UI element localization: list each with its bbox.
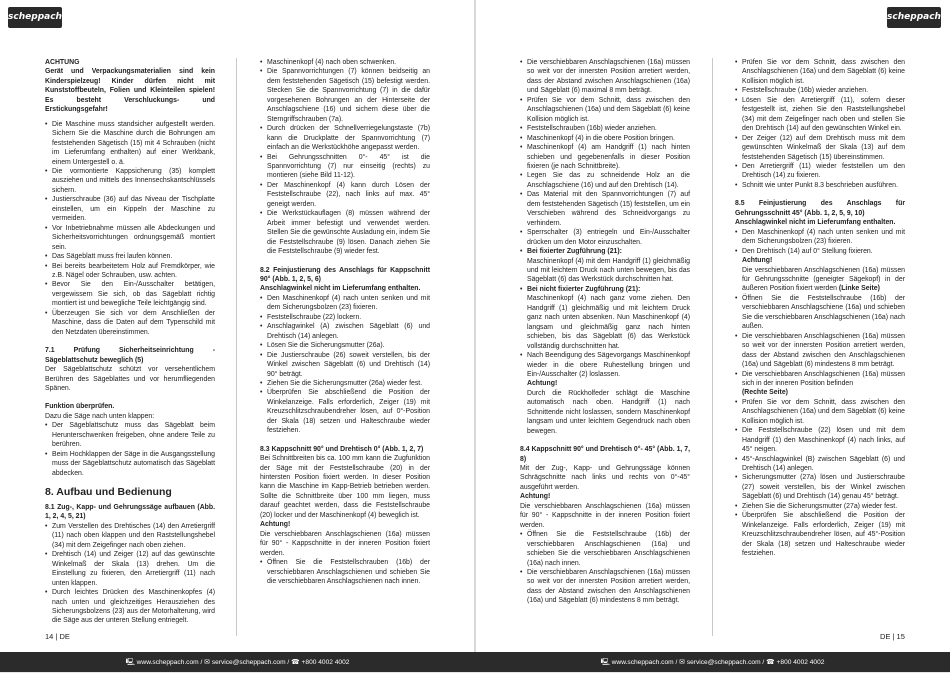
website-link[interactable]: www.scheppach.com	[136, 659, 199, 666]
list-item: • Schnitt wie unter Punkt 8.3 beschrieben ausführen.	[735, 181, 905, 190]
col4-achtung: Achtung!	[742, 257, 773, 265]
section-7-1-text: Der Sägeblattschutz schützt vor versehentlichem Berühren des Sägeblattes und vor herumfliegenden Spänen.	[45, 366, 215, 392]
list-item: • Ziehen Sie die Sicherungsmutter (27a) wieder fest.	[735, 502, 905, 511]
section-8-3-achtung-text: Die verschiebbaren Anschlagschienen (16a) müssen für 90° - Kappschnitte in der inneren Position fixiert werden.	[260, 530, 430, 557]
section-8-5-heading: 8.5 Feinjustierung des Anschlags für Gehrungsschnitt 45° (Abb. 1, 2, 5, 9, 10)	[735, 200, 905, 217]
list-item: • Überzeugen Sie sich vor dem Anschließen der Maschine, dass die Daten auf dem Typenschild mit den Netzdaten übereinstimmen.	[45, 309, 215, 337]
footer-sep: /	[198, 659, 205, 666]
bullet-list-adjust-45c	[735, 398, 905, 559]
col3-achtung: Achtung!	[527, 380, 558, 388]
col4-achtung-body: Die verschiebbaren Anschlagschienen (16a) müssen für Gehrungsschnitte (geneigter Sägekopf) in der äußeren Position fixiert werden	[742, 266, 905, 293]
section-8-4-achtung-text: Die verschiebbaren Anschlagschienen (16a) müssen für 90° - Kappschnitte in der inneren Position fixiert werden.	[520, 502, 690, 529]
section-7-1-heading: 7.1 Prüfung Sicherheitseinrichtung - Sägeblattschutz beweglich (5)	[45, 347, 215, 364]
column-3	[520, 58, 690, 606]
phone-icon: ☎	[766, 658, 775, 666]
list-item: • Die verschiebbaren Anschlagschienen (16a) müssen so weit vor der innersten Position arretiert werden, dass der Abstand zwischen Anschlagschienen (16a) und Sägeblatt (6) maximal 8 mm beträgt.	[520, 58, 690, 96]
list-item: • Beim Hochklappen der Säge in die Ausgangsstellung muss der Sägeblattschutz automatisch das Sägeblatt abdecken.	[45, 450, 215, 478]
list-item: • Die Justierschraube (26) soweit verstellen, bis der Winkel zwischen Sägeblatt (6) und Drehtisch (14) 90° beträgt.	[260, 351, 430, 379]
footer-sep: /	[673, 659, 680, 666]
bullet-list-mitre	[735, 58, 905, 190]
list-item: • Die verschiebbaren Anschlagschienen (16a) müssen sich in der inneren Position befinden	[735, 370, 905, 389]
list-item-after	[520, 351, 690, 379]
email-link[interactable]: service@scheppach.com	[686, 659, 761, 666]
list-item: • Den Arretiergriff (11) wieder feststellen um den Drehtisch (14) zu fixieren.	[735, 162, 905, 181]
envelope-icon: ✉	[204, 658, 210, 666]
bullet-list-rails-84	[520, 530, 690, 606]
bullet-list-assembly-cont	[260, 58, 430, 257]
list-item: • Die Spannvorrichtungen (7) können beidseitig an dem feststehenden Sägetisch (15) befestigt werden. Stecken Sie die Spannvorrichtung (7) in die dafür vorgesehenen Bohrungen an der Hinterseite der Anschlagschiene (16) und sichern diese über die Sterngriffschrauben (7a).	[260, 67, 430, 124]
list-item: • Durch drücken der Schnellverriegelungstaste (7b) kann die Druckplatte der Spannvorrichtung (7) einfach an die Werkstückhöhe angepasst werden.	[260, 124, 430, 152]
not-fixed-text: Maschinenkopf (4) nach ganz vorne ziehen. Den Handgriff (1) gleichmäßig und mit leichtem Druck ganz nach unten absenken. Nun Maschinenkopf (4) langsam und gleichmäßig ganz nach hinten schieben, bis das Sägeblatt (6) das Werkstück vollständig durchschnitten hat.	[527, 295, 690, 350]
col3-achtung-text: Durch die Rückholfeder schlägt die Maschine automatisch nach oben. Handgriff (1) nach Schnittende nicht loslassen, sondern Maschinenkopf langsam und unter leichtem Gegendruck nach oben bewegen.	[527, 389, 690, 435]
bullet-list-cut-steps	[520, 58, 690, 247]
bullet-list-rails	[260, 558, 430, 586]
list-item: • Feststellschraube (22) lockern.	[260, 313, 430, 322]
list-item: • Der Sägeblattschutz muss das Sägeblatt beim Herunterschwenken freigeben, ohne andere Teile zu berühren.	[45, 421, 215, 449]
list-item: • Maschinenkopf (4) am Handgriff (1) nach hinten schieben und gegebenenfalls in dieser Position fixieren (je nach Schnittbreite).	[520, 143, 690, 171]
brand-logo-left: scheppach	[8, 7, 62, 28]
list-item: • Die Maschine muss standsicher aufgestellt werden. Sichern Sie die Maschine durch die Bohrungen am feststehenden Sägetisch (15) mit 4 Schrauben (nicht im Lieferumfang enthalten) auf einer Werkbank, einem Untergestell o. ä.	[45, 120, 215, 167]
list-item: • Prüfen Sie vor dem Schnitt, dass zwischen den Anschlagschienen (16a) und dem Sägeblatt (6) keine Kollision möglich ist.	[735, 398, 905, 426]
list-item: • Zum Verstellen des Drehtisches (14) den Arretiergriff (11) nach oben klappen und den Raststellungshebel (34) mit dem Zeigefinger nach oben ziehen.	[45, 522, 215, 550]
website-link[interactable]: www.scheppach.com	[611, 659, 674, 666]
section-8-5-note: Anschlagwinkel nicht im Lieferumfang enthalten.	[735, 219, 896, 227]
col4-left-side: (Linke Seite)	[837, 285, 880, 293]
list-item: • Den Drehtisch (14) auf 0° Stellung fixieren.	[735, 247, 905, 256]
section-8-4-achtung: Achtung!	[520, 493, 551, 501]
column-divider	[236, 58, 237, 636]
col4-right-side: (Rechte Seite)	[742, 389, 788, 397]
page-number-left: 14 | DE	[45, 632, 70, 641]
list-item: • Sicherungsmutter (27a) lösen und Justierschraube (27) soweit verstellen, bis der Winkel zwischen Sägeblatt (6) und Drehtisch (14) genau 45° beträgt.	[735, 473, 905, 501]
list-item: • Bevor Sie den Ein-/Ausschalter betätigen, vergewissern Sie sich, ob das Sägeblatt richtig montiert ist und bewegliche Teile leichtgängig sind.	[45, 280, 215, 308]
not-fixed-label: Bei nicht fixierter Zugführung (21):	[527, 285, 641, 293]
footer-right	[475, 652, 950, 672]
list-item: • Ziehen Sie die Sicherungsmutter (26a) wieder fest.	[260, 379, 430, 388]
list-item: • Lösen Sie den Arretiergriff (11), sofern dieser festgestellt ist, ziehen Sie den Raststellungshebel (34) mit dem Zeigefinger nach oben und stellen Sie den Drehtisch (14) auf den gewünschten Winkel ein.	[735, 96, 905, 134]
bullet-list-check	[45, 421, 215, 478]
phone-number: +800 4002 4002	[776, 659, 825, 666]
list-item: • Den Maschinenkopf (4) nach unten senken und mit dem Sicherungsbolzen (23) fixieren.	[735, 228, 905, 247]
list-item: • Die verschiebbaren Anschlagschienen (16a) müssen so weit vor der innersten Position arretiert werden, dass der Abstand zwischen den Anschlagschienen (16a) und Sägeblatt (6) mindestens 8 mm beträgt.	[735, 332, 905, 370]
list-item: • Drehtisch (14) und Zeiger (12) auf das gewünschte Winkelmaß der Skala (13) drehen. Um die Einstellung zu fixieren, den Arretiergriff (11) nach unten klappen.	[45, 550, 215, 588]
list-item: • Das Sägeblatt muss frei laufen können.	[45, 252, 215, 261]
list-item-fixed	[520, 247, 690, 256]
list-item: • Feststellschraube (16b) wieder anziehen.	[735, 86, 905, 95]
list-item-not-fixed	[520, 285, 690, 294]
list-item: • Legen Sie das zu schneidende Holz an die Anschlagschiene (16) und auf den Drehtisch (14).	[520, 171, 690, 190]
phone-number: +800 4002 4002	[301, 659, 350, 666]
list-item: • Die vormontierte Kappsicherung (35) komplett ausziehen und mittels des Innensechskantschlüssels sichern.	[45, 167, 215, 195]
list-item: • Maschinenkopf (4) in die obere Position bringen.	[520, 134, 690, 143]
after-text: Nach Beendigung des Sägevorgangs Maschinenkopf wieder in die obere Ruhestellung bringen und Ein-/Ausschalter (2) loslassen.	[527, 352, 690, 378]
list-item: • Bei bereits bearbeitetem Holz auf Fremdkörper, wie z.B. Nägel oder Schrauben, usw. achten.	[45, 262, 215, 281]
list-item: • Maschinenkopf (4) nach oben schwenken.	[260, 58, 430, 67]
list-item: • Der Maschinenkopf (4) kann durch Lösen der Feststellschraube (22), nach links auf max. 45° geneigt werden.	[260, 181, 430, 209]
section-8-3-heading: 8.3 Kappschnitt 90° und Drehtisch 0° (Abb. 1, 2, 7)	[260, 445, 424, 453]
list-item: • Öffnen Sie die Feststellschraube (16b) der verschiebbaren Anschlagschiene (16a) und schieben Sie die verschiebbaren Anschlagschienen (16a) nach außen.	[735, 294, 905, 332]
list-item: • Durch leichtes Drücken des Maschinenkopfes (4) nach unten und gleichzeitiges Herausziehen des Sicherungsbolzens (23) aus der Motorhalterung, wird die Säge aus der unteren Stellung entriegelt.	[45, 588, 215, 626]
list-item: • Bei Gehrungsschnitten 0°- 45° ist die Spannvorrichtung (7) nur einseitig (rechts) zu montieren (siehe Bild 11-12).	[260, 153, 430, 181]
section-8-4-text: Mit der Zug-, Kapp- und Gehrungssäge können Schrägschnitte nach links und rechts von 0°-45° ausgeführt werden.	[520, 465, 690, 491]
col4-achtung-text	[735, 266, 905, 294]
list-item: • Lösen Sie die Sicherungsmutter (26a).	[260, 341, 430, 350]
section-8-2-heading: 8.2 Feinjustierung des Anschlags für Kappschnitt 90° (Abb. 1, 2, 5, 6)	[260, 266, 430, 283]
brand-logo-right: scheppach	[887, 7, 941, 28]
warning-block: ACHTUNG Gerät und Verpackungsmaterialien sind kein Kinderspielzeug! Kinder dürfen nicht mit Kunststoffbeuteln, Folien und Kleinteilen spielen! Es besteht Verschluckungs- und Erstickungsgefahr!	[45, 59, 215, 114]
funktion-text: Dazu die Säge nach unten klappen:	[45, 412, 155, 420]
list-item: • Die verschiebbaren Anschlagschienen (16a) müssen so weit vor der innersten Position arretiert werden, dass der Abstand zwischen den Anschlagschienen (16a) und Sägeblatt (6) mindestens 8 mm beträgt.	[520, 568, 690, 606]
list-item: • Den Maschinenkopf (4) nach unten senken und mit dem Sicherungsbolzen (23) fixieren.	[260, 294, 430, 313]
list-item: • 45°-Anschlagwinkel (B) zwischen Sägeblatt (6) und Drehtisch (14) anlegen.	[735, 455, 905, 474]
column-1	[45, 58, 215, 626]
email-link[interactable]: service@scheppach.com	[211, 659, 286, 666]
column-2	[260, 58, 430, 586]
fixed-text: Maschinenkopf (4) mit dem Handgriff (1) gleichmäßig und mit leichtem Druck nach unten bewegen, bis das Sägeblatt (6) das Werkstück durchschnitten hat.	[527, 257, 690, 284]
bullet-list-adjust-45b	[735, 294, 905, 389]
list-item: • Die Feststellschraube (22) lösen und mit dem Handgriff (1) den Maschinenkopf (4) nach links, auf 45° neigen.	[735, 426, 905, 454]
column-divider	[712, 58, 713, 636]
phone-icon: ☎	[291, 658, 300, 666]
envelope-icon: ✉	[679, 658, 685, 666]
bullet-list-adjust-90	[260, 294, 430, 436]
bullet-list-assembly	[45, 522, 215, 626]
list-item: • Der Zeiger (12) auf dem Drehtisch muss mit dem gewünschten Winkelmaß der Skala (13) auf dem feststehenden Sägetisch (15) übereinstimmen.	[735, 134, 905, 162]
footer-sep: /	[285, 659, 292, 666]
list-item: • Prüfen Sie vor dem Schnitt, dass zwischen den Anschlagschienen (16a) und dem Sägeblatt (6) keine Kollision möglich ist.	[520, 96, 690, 124]
list-item: • Anschlagwinkel (A) zwischen Sägeblatt (6) und Drehtisch (14) anlegen.	[260, 322, 430, 341]
list-item: • Überprüfen Sie abschließend die Position der Winkelanzeige. Falls erforderlich, Zeiger (19) mit Kreuzschlitzschraubendreher lösen, auf 45°-Position der Skala (18) setzen und Halteschraube wieder festziehen.	[735, 511, 905, 558]
footer-left	[0, 652, 475, 672]
section-8-heading: 8. Aufbau und Bedienung	[45, 486, 172, 499]
section-8-3-achtung: Achtung!	[260, 521, 291, 529]
list-item: • Überprüfen Sie abschließend die Position der Winkelanzeige. Falls erforderlich, Zeiger (19) mit Kreuzschlitzschraubendreher lösen, auf 0°-Position der Skala (18) setzen und Halteschraube wieder festziehen.	[260, 388, 430, 435]
computer-icon: 🖳	[600, 658, 610, 666]
bullet-list-setup	[45, 120, 215, 337]
page-number-right: DE | 15	[880, 632, 905, 641]
computer-icon: 🖳	[125, 658, 135, 666]
footer-sep: /	[760, 659, 767, 666]
fixed-label: Bei fixierter Zugführung (21):	[527, 248, 622, 256]
section-8-4-heading: 8.4 Kappschnitt 90° und Drehtisch 0°- 45° (Abb. 1, 7, 8)	[520, 446, 690, 463]
list-item: • Justierschraube (36) auf das Niveau der Tischplatte einstellen, um ein Kippeln der Maschine zu vermeiden.	[45, 195, 215, 223]
list-item: • Feststellschrauben (16b) wieder anziehen.	[520, 124, 690, 133]
list-item: • Vor Inbetriebnahme müssen alle Abdeckungen und Sicherheitsvorrichtungen ordnungsgemäß montiert sein.	[45, 224, 215, 252]
funktion-heading: Funktion überprüfen.	[45, 403, 115, 411]
section-8-1-heading: 8.1 Zug-, Kapp- und Gehrungssäge aufbauen (Abb. 1, 2, 4, 5, 21)	[45, 504, 215, 521]
list-item: • Die Werkstückauflagen (8) müssen während der Arbeit immer befestigt und verwendet werden. Stellen Sie die gewünschte Ausladung ein, indem Sie die Feststellschraube (9) lösen. Danach ziehen Sie die Feststellschraube (9) wieder fest.	[260, 209, 430, 256]
bullet-list-adjust-45	[735, 228, 905, 256]
list-item: • Öffnen Sie die Feststellschraube (16b) der verschiebbaren Anschlagschienen (16a) und schieben Sie die verschiebbaren Anschlagschienen (16a) nach innen.	[520, 530, 690, 568]
section-8-2-note: Anschlagwinkel nicht im Lieferumfang enthalten.	[260, 285, 421, 293]
list-item: • Sperrschalter (3) entriegeln und Ein-/Ausschalter drücken um den Motor einzuschalten.	[520, 228, 690, 247]
list-item: • Prüfen Sie vor dem Schnitt, dass zwischen den Anschlagschienen (16a) und dem Sägeblatt (6) keine Kollision möglich ist.	[735, 58, 905, 86]
page-gutter	[474, 0, 476, 672]
column-4	[735, 58, 905, 559]
list-item: • Öffnen Sie die Feststellschrauben (16b) der verschiebbaren Anschlagschienen und schieben Sie die verschiebbaren Anschlagschienen nach innen.	[260, 558, 430, 586]
list-item: • Das Material mit den Spannvorrichtungen (7) auf dem feststehenden Sägetisch (15) feststellen, um ein Verschieben während des Schneidvorgangs zu verhindern.	[520, 190, 690, 228]
section-8-3-text: Bei Schnittbreiten bis ca. 100 mm kann die Zugfunktion der Säge mit der Feststellschraube (20) in der hintersten Position fixiert werden. In dieser Position kann die Maschine im Kapp-Betrieb betrieben werden. Sollte die Schnittbreite über 100 mm liegen, muss darauf geachtet werden, dass die Feststellschraube (20) locker und der Maschinenkopf (4) beweglich ist.	[260, 455, 430, 519]
